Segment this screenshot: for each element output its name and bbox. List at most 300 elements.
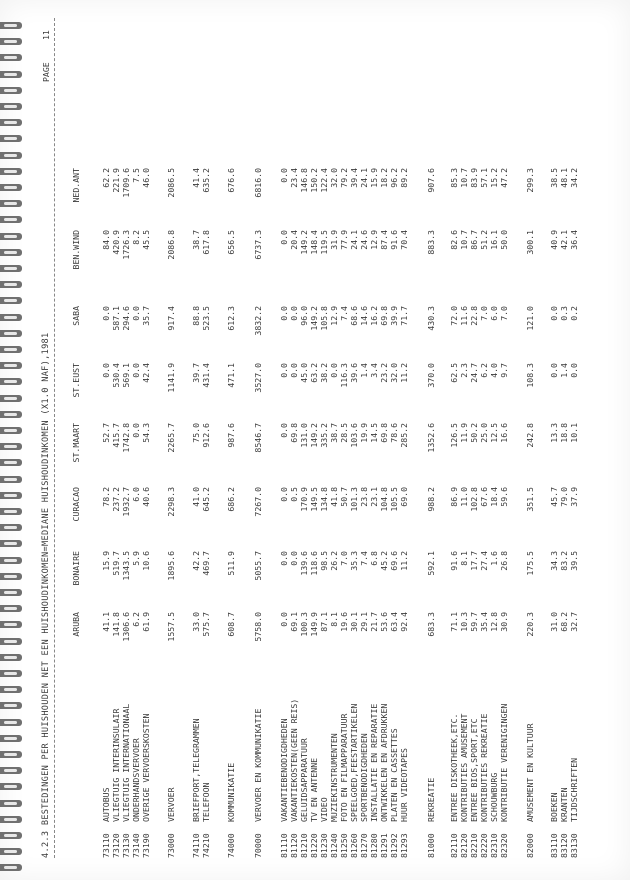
- row-label: KOMMUNIKATIE: [226, 762, 236, 822]
- table-cell: 92.4: [399, 612, 409, 632]
- table-cell: 299.3: [525, 168, 535, 193]
- binding-hole: [0, 508, 22, 515]
- binding-hole: [0, 670, 22, 677]
- row-code: 82310: [489, 833, 499, 858]
- row-code: 81291: [379, 833, 389, 858]
- binding-hole: [0, 362, 22, 369]
- table-cell: 149.2: [309, 423, 319, 448]
- table-cell: 469.7: [201, 551, 211, 576]
- table-cell: 20.4: [289, 230, 299, 250]
- table-cell: 220.3: [525, 612, 535, 637]
- table-cell: 6.0: [131, 487, 141, 502]
- table-cell: 608.7: [226, 612, 236, 637]
- table-cell: 351.5: [525, 487, 535, 512]
- table-cell: 70.4: [399, 230, 409, 250]
- row-code: 81293: [399, 833, 409, 858]
- binding-hole: [0, 540, 22, 547]
- binding-hole: [0, 767, 22, 774]
- table-cell: 1352.6: [426, 423, 436, 453]
- table-cell: 0.0: [279, 306, 289, 321]
- row-label: BOEKEN: [549, 792, 559, 822]
- row-code: 73120: [111, 833, 121, 858]
- binding-hole: [0, 800, 22, 807]
- row-label: VAKANTIEKOSTEN(GEEN REIS): [289, 698, 299, 822]
- binding-hole: [0, 184, 22, 191]
- table-cell: 42.4: [141, 363, 151, 383]
- binding-hole: [0, 816, 22, 823]
- row-code: 74210: [201, 833, 211, 858]
- table-cell: 149.9: [309, 612, 319, 637]
- binding-hole: [0, 346, 22, 353]
- table-cell: 1742.8: [121, 423, 131, 453]
- table-cell: 2265.7: [166, 423, 176, 453]
- table-cell: 51.2: [479, 230, 489, 250]
- table-cell: 987.6: [226, 423, 236, 448]
- table-cell: 14.5: [369, 423, 379, 443]
- table-cell: 105.8: [319, 306, 329, 331]
- table-cell: 32.0: [389, 363, 399, 383]
- title-rule: [54, 18, 55, 858]
- table-cell: 15.2: [489, 168, 499, 188]
- binding-hole: [0, 200, 22, 207]
- table-cell: 26.8: [499, 551, 509, 571]
- binding-hole: [0, 330, 22, 337]
- row-code: 73140: [131, 833, 141, 858]
- table-cell: 10.6: [141, 551, 151, 571]
- table-cell: 85.3: [449, 168, 459, 188]
- table-cell: 5055.7: [253, 551, 263, 581]
- table-cell: 16.1: [489, 230, 499, 250]
- binding-hole: [0, 152, 22, 159]
- table-cell: 91.6: [389, 230, 399, 250]
- row-label: PLATEN EN CASSETTES: [389, 728, 399, 822]
- table-cell: 912.6: [201, 423, 211, 448]
- table-cell: 84.0: [101, 230, 111, 250]
- table-cell: 16.6: [499, 423, 509, 443]
- table-cell: 294.6: [121, 306, 131, 331]
- table-cell: 10.7: [459, 230, 469, 250]
- table-cell: 569.1: [121, 363, 131, 388]
- table-cell: 11.6: [459, 306, 469, 326]
- table-cell: 11.2: [399, 551, 409, 571]
- table-cell: 150.2: [309, 168, 319, 193]
- binding-hole: [0, 605, 22, 612]
- table-cell: 1306.6: [121, 612, 131, 642]
- row-code: 82320: [499, 833, 509, 858]
- table-cell: 7.4: [339, 306, 349, 321]
- table-cell: 21.7: [369, 612, 379, 632]
- table-cell: 89.2: [399, 168, 409, 188]
- binding-hole: [0, 719, 22, 726]
- table-cell: 23.1: [369, 487, 379, 507]
- table-cell: 300.1: [525, 230, 535, 255]
- binding-hole: [0, 735, 22, 742]
- table-cell: 86.7: [469, 230, 479, 250]
- table-cell: 23.2: [379, 363, 389, 383]
- table-cell: 77.9: [339, 230, 349, 250]
- row-label: INSTALLATIE EN REPARATIE: [369, 703, 379, 822]
- table-cell: 103.6: [349, 423, 359, 448]
- row-code: 74110: [191, 833, 201, 858]
- table-cell: 592.1: [426, 551, 436, 576]
- binding-hole: [0, 378, 22, 385]
- row-label: AUTOBUS: [101, 787, 111, 822]
- binding-hole: [0, 702, 22, 709]
- column-header: CURACAO: [71, 487, 81, 522]
- binding-hole: [0, 573, 22, 580]
- table-cell: 8.1: [329, 612, 339, 627]
- row-label: SCHOUWBURG: [489, 772, 499, 822]
- table-cell: 1343.5: [121, 551, 131, 581]
- table-cell: 35.3: [349, 551, 359, 571]
- table-cell: 12.5: [489, 423, 499, 443]
- table-cell: 1557.5: [166, 612, 176, 642]
- row-label: SPORTBENODIGDHEDEN: [359, 733, 369, 822]
- binding-hole: [0, 297, 22, 304]
- table-cell: 39.5: [569, 551, 579, 571]
- table-cell: 71.1: [449, 612, 459, 632]
- table-cell: 1709.6: [121, 168, 131, 198]
- table-cell: 23.8: [359, 487, 369, 507]
- table-cell: 15.9: [369, 168, 379, 188]
- row-label: KRANTEN: [559, 787, 569, 822]
- binding-hole: [0, 233, 22, 240]
- table-cell: 0.2: [569, 306, 579, 321]
- table-cell: 0.3: [559, 306, 569, 321]
- table-cell: 82.6: [449, 230, 459, 250]
- table-cell: 25.0: [479, 423, 489, 443]
- table-cell: 3832.2: [253, 306, 263, 336]
- row-code: 81210: [299, 833, 309, 858]
- table-cell: 61.9: [141, 612, 151, 632]
- table-cell: 471.1: [226, 363, 236, 388]
- table-cell: 38.7: [329, 423, 339, 443]
- binding-hole: [0, 524, 22, 531]
- table-cell: 988.2: [426, 487, 436, 512]
- table-cell: 5.9: [131, 551, 141, 566]
- table-cell: 0.0: [279, 363, 289, 378]
- table-cell: 7.0: [499, 306, 509, 321]
- table-cell: 431.4: [201, 363, 211, 388]
- row-label: SPEELGOED,FEESTARTIKELEN: [349, 703, 359, 822]
- table-cell: 96.0: [299, 306, 309, 326]
- binding-hole: [0, 638, 22, 645]
- row-label: VIDEO: [319, 797, 329, 822]
- table-cell: 17.7: [469, 551, 479, 571]
- table-cell: 612.3: [226, 306, 236, 331]
- table-cell: 38.7: [191, 230, 201, 250]
- table-cell: 0.0: [101, 363, 111, 378]
- row-code: 70000: [253, 833, 263, 858]
- table-cell: 83.9: [469, 168, 479, 188]
- table-cell: 1726.3: [121, 230, 131, 260]
- table-cell: 575.7: [201, 612, 211, 637]
- table-cell: 38.2: [319, 363, 329, 383]
- table-cell: 50.2: [469, 423, 479, 443]
- table-cell: 2086.8: [166, 230, 176, 260]
- binding-hole: [0, 783, 22, 790]
- table-cell: 62.5: [449, 363, 459, 383]
- table-cell: 0.0: [549, 306, 559, 321]
- table-cell: 170.9: [299, 487, 309, 512]
- table-cell: 63.4: [389, 612, 399, 632]
- table-cell: 6.8: [369, 551, 379, 566]
- binding-holes: [0, 0, 24, 880]
- binding-hole: [0, 492, 22, 499]
- table-cell: 0.0: [279, 612, 289, 627]
- row-code: 81270: [359, 833, 369, 858]
- table-cell: 530.4: [111, 363, 121, 388]
- table-cell: 12.8: [489, 612, 499, 632]
- table-cell: 0.0: [279, 230, 289, 245]
- table-cell: 5758.0: [253, 612, 263, 642]
- row-code: 81110: [279, 833, 289, 858]
- table-cell: 101.3: [349, 487, 359, 512]
- column-header: ARUBA: [71, 612, 81, 637]
- table-cell: 41.1: [101, 612, 111, 632]
- table-cell: 83.2: [559, 551, 569, 571]
- table-cell: 148.4: [309, 230, 319, 255]
- table-cell: 88.8: [191, 306, 201, 326]
- table-cell: 1.4: [559, 363, 569, 378]
- table-cell: 104.8: [379, 487, 389, 512]
- binding-hole: [0, 135, 22, 142]
- table-cell: 7267.0: [253, 487, 263, 517]
- binding-hole: [0, 751, 22, 758]
- table-cell: 1895.6: [166, 551, 176, 581]
- table-cell: 0.0: [289, 363, 299, 378]
- table-cell: 18.2: [379, 168, 389, 188]
- table-cell: 78.2: [101, 487, 111, 507]
- table-cell: 31.9: [329, 230, 339, 250]
- row-label: OVERIGE VERVOERSKOSTEN: [141, 713, 151, 822]
- table-cell: 36.4: [569, 230, 579, 250]
- table-cell: 2.3: [459, 363, 469, 378]
- table-cell: 645.2: [201, 487, 211, 512]
- table-cell: 146.8: [299, 168, 309, 193]
- table-cell: 1.6: [489, 551, 499, 566]
- table-cell: 31.0: [549, 612, 559, 632]
- table-cell: 26.2: [329, 551, 339, 571]
- table-cell: 69.1: [289, 612, 299, 632]
- binding-hole: [0, 621, 22, 628]
- table-cell: 523.5: [201, 306, 211, 331]
- row-label: ENTREE BIOS,SPORT,ETC: [469, 718, 479, 822]
- table-cell: 63.2: [309, 363, 319, 383]
- table-cell: 0.0: [569, 363, 579, 378]
- table-cell: 1.4: [359, 363, 369, 378]
- binding-hole: [0, 87, 22, 94]
- table-cell: 4.0: [489, 363, 499, 378]
- binding-hole: [0, 54, 22, 61]
- row-label: ENTREE DISKOTHEEK,ETC.: [449, 713, 459, 822]
- row-label: MUZIEKINSTRUMENTEN: [329, 733, 339, 822]
- table-cell: 6.0: [489, 306, 499, 321]
- table-cell: 24.1: [349, 230, 359, 250]
- binding-hole: [0, 848, 22, 855]
- binding-hole: [0, 654, 22, 661]
- table-cell: 86.9: [449, 487, 459, 507]
- table-cell: 30.9: [499, 612, 509, 632]
- table-cell: 68.6: [349, 306, 359, 326]
- table-cell: 39.4: [349, 168, 359, 188]
- table-cell: 12.9: [369, 230, 379, 250]
- row-code: 81280: [369, 833, 379, 858]
- table-cell: 87.4: [379, 230, 389, 250]
- table-cell: 57.1: [479, 168, 489, 188]
- table-cell: 91.6: [449, 551, 459, 571]
- row-code: 83120: [559, 833, 569, 858]
- table-cell: 28.5: [339, 423, 349, 443]
- table-cell: 41.4: [191, 168, 201, 188]
- table-cell: 35.4: [479, 612, 489, 632]
- table-cell: 175.5: [525, 551, 535, 576]
- binding-hole: [0, 168, 22, 175]
- binding-hole: [0, 557, 22, 564]
- row-label: VLIEGTUIG INTERNATIONAAL: [121, 703, 131, 822]
- row-code: 73110: [101, 833, 111, 858]
- table-cell: 587.1: [111, 306, 121, 331]
- table-cell: 47.2: [499, 168, 509, 188]
- table-cell: 3.4: [369, 363, 379, 378]
- table-cell: 11.2: [399, 363, 409, 383]
- table-cell: 415.7: [111, 423, 121, 448]
- table-cell: 126.5: [449, 423, 459, 448]
- table-cell: 1932.7: [121, 487, 131, 517]
- table-title: 4.2.3 BESTEDINGEN PER HUISHOUDEN NET EEN HUISHOUDINKOMEN=MEDIANE HUISHOUDINKOMEN (X1.0 NAF),1981: [41, 332, 51, 858]
- table-cell: 105.5: [389, 487, 399, 512]
- table-cell: 116.3: [339, 363, 349, 388]
- row-label: AMUSEMENT EN KULTUUR: [525, 723, 535, 822]
- row-code: 81230: [319, 833, 329, 858]
- row-label: HUUR VIDEOTAPES: [399, 748, 409, 822]
- table-cell: 11.0: [459, 487, 469, 507]
- table-cell: 11.9: [459, 423, 469, 443]
- table-cell: 68.2: [559, 612, 569, 632]
- table-cell: 96.2: [389, 168, 399, 188]
- table-cell: 0.0: [279, 168, 289, 183]
- table-cell: 18.4: [489, 487, 499, 507]
- table-cell: 41.8: [329, 487, 339, 507]
- table-cell: 141.8: [111, 612, 121, 637]
- row-label: GELUIDSAPPARATUUR: [299, 738, 309, 822]
- table-cell: 9.7: [499, 363, 509, 378]
- table-cell: 22.8: [469, 306, 479, 326]
- table-cell: 37.9: [569, 487, 579, 507]
- table-cell: 635.2: [201, 168, 211, 193]
- binding-hole: [0, 411, 22, 418]
- table-cell: 149.2: [299, 230, 309, 255]
- binding-hole: [0, 22, 22, 29]
- table-cell: 285.2: [399, 423, 409, 448]
- binding-hole: [0, 103, 22, 110]
- row-code: 81250: [339, 833, 349, 858]
- table-cell: 108.3: [525, 363, 535, 388]
- page-number: 11: [41, 30, 51, 40]
- table-cell: 45.2: [379, 551, 389, 571]
- table-cell: 7.4: [359, 551, 369, 566]
- table-cell: 511.9: [226, 551, 236, 576]
- binding-hole: [0, 395, 22, 402]
- row-label: TIJDSCHRIFTEN: [569, 757, 579, 822]
- row-code: 83130: [569, 833, 579, 858]
- table-cell: 1141.9: [166, 363, 176, 393]
- table-cell: 131.0: [299, 423, 309, 448]
- table-cell: 42.2: [191, 551, 201, 571]
- table-cell: 0.0: [131, 423, 141, 438]
- row-label: TELEFOON: [201, 782, 211, 822]
- row-code: 81220: [309, 833, 319, 858]
- binding-hole: [0, 427, 22, 434]
- table-cell: 32.7: [569, 612, 579, 632]
- column-header: NED.ANT: [71, 168, 81, 203]
- table-cell: 7.0: [339, 551, 349, 566]
- table-cell: 6.2: [131, 612, 141, 627]
- table-cell: 69.0: [399, 487, 409, 507]
- table-cell: 883.3: [426, 230, 436, 255]
- table-cell: 45.5: [141, 230, 151, 250]
- binding-hole: [0, 589, 22, 596]
- table-cell: 676.6: [226, 168, 236, 193]
- table-cell: 72.0: [449, 306, 459, 326]
- table-cell: 121.0: [525, 306, 535, 331]
- row-label: VERVOER: [166, 787, 176, 822]
- table-cell: 7.0: [479, 306, 489, 321]
- row-label: KONTRIBUTIE VERENIGINGEN: [499, 703, 509, 822]
- row-label: VAKANTIEBENODIGDHEDEN: [279, 718, 289, 822]
- table-cell: 38.5: [549, 168, 559, 188]
- binding-hole: [0, 71, 22, 78]
- table-cell: 0.0: [279, 551, 289, 566]
- table-cell: 430.3: [426, 306, 436, 331]
- row-code: 82000: [525, 833, 535, 858]
- table-cell: 62.2: [101, 168, 111, 188]
- table-cell: 8.1: [459, 551, 469, 566]
- table-cell: 40.6: [141, 487, 151, 507]
- table-cell: 75.0: [191, 423, 201, 443]
- table-cell: 6.2: [479, 363, 489, 378]
- row-label: KONTRIBUTIES REKREATIE: [479, 713, 489, 822]
- table-cell: 29.1: [359, 612, 369, 632]
- binding-hole: [0, 216, 22, 223]
- table-cell: 139.6: [299, 551, 309, 576]
- row-label: FOTO EN FILMAPPARATUUR: [339, 713, 349, 822]
- table-cell: 370.0: [426, 363, 436, 388]
- column-header: BEN.WIND: [71, 230, 81, 270]
- table-cell: 78.6: [389, 423, 399, 443]
- table-cell: 53.6: [379, 612, 389, 632]
- row-label: BRIEFPORT,TELEGRAMMEN: [191, 718, 201, 822]
- table-cell: 98.5: [319, 551, 329, 571]
- row-label: KONTRIBUTIES AMUSEMENT: [459, 713, 469, 822]
- table-cell: 15.9: [101, 551, 111, 571]
- page-label: PAGE: [41, 62, 51, 82]
- table-cell: 0.0: [131, 363, 141, 378]
- table-cell: 7.5: [131, 168, 141, 183]
- row-label: VERVOER EN KOMMUNIKATIE: [253, 708, 263, 822]
- table-cell: 34.3: [549, 551, 559, 571]
- table-cell: 420.9: [111, 230, 121, 255]
- row-label: ONTWIKKELEN EN AFDRUKKEN: [379, 703, 389, 822]
- table-cell: 27.4: [479, 551, 489, 571]
- rotated-table-sheet: [41, 18, 599, 858]
- table-cell: 54.3: [141, 423, 151, 443]
- table-cell: 45.7: [549, 487, 559, 507]
- table-cell: 907.6: [426, 168, 436, 193]
- binding-hole: [0, 314, 22, 321]
- table-cell: 617.8: [201, 230, 211, 255]
- table-cell: 59.7: [469, 612, 479, 632]
